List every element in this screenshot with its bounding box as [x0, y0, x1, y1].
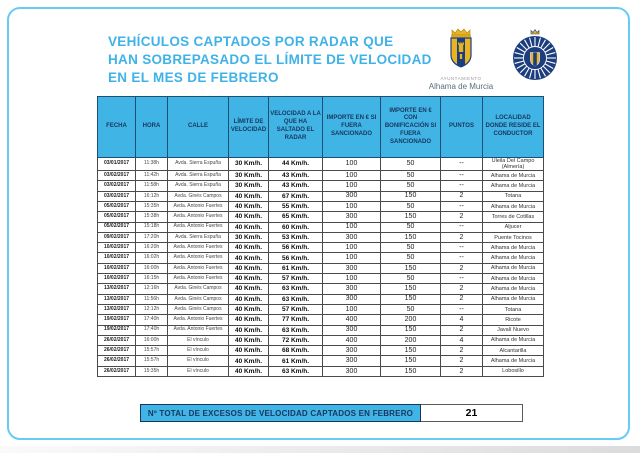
column-header-fecha: FECHA	[98, 97, 136, 158]
cell-hora: 16:12h	[136, 191, 168, 201]
cell-hora: 12:16h	[136, 284, 168, 294]
cell-hora: 17:40h	[136, 315, 168, 325]
cell-importe-bonificacion: 200	[381, 335, 441, 345]
cell-fecha: 26/02/2017	[98, 366, 136, 376]
cell-fecha: 03/02/2017	[98, 191, 136, 201]
cell-velocidad-radar: 67 Km/h.	[269, 191, 323, 201]
cell-importe-bonificacion: 50	[381, 243, 441, 253]
table-row	[98, 315, 544, 325]
cell-localidad: Alcantarilla	[483, 346, 544, 356]
cell-fecha: 05/02/2017	[98, 212, 136, 222]
cell-localidad: Javalí Nuevo	[483, 325, 544, 335]
cell-limite-velocidad: 40 Km/h.	[229, 315, 269, 325]
ayuntamiento-logo	[430, 27, 492, 91]
cell-calle: El vínculo	[168, 335, 229, 345]
cell-importe: 300	[323, 356, 381, 366]
total-summary-label: Nº TOTAL DE EXCESOS DE VELOCIDAD CAPTADOS EN FEBRERO	[140, 404, 421, 422]
column-header-importe-bonificacion: IMPORTE EN € CON BONIFICACIÓN SI FUERA SANCIONADO	[381, 97, 441, 158]
cell-importe: 100	[323, 304, 381, 314]
cell-velocidad-radar: 44 Km/h.	[269, 158, 323, 171]
cell-importe: 100	[323, 253, 381, 263]
cell-velocidad-radar: 72 Km/h.	[269, 335, 323, 345]
column-header-puntos: PUNTOS	[441, 97, 483, 158]
cell-importe-bonificacion: 50	[381, 222, 441, 232]
cell-velocidad-radar: 63 Km/h.	[269, 294, 323, 304]
cell-importe-bonificacion: 50	[381, 201, 441, 211]
cell-velocidad-radar: 56 Km/h.	[269, 243, 323, 253]
cell-limite-velocidad: 40 Km/h.	[229, 346, 269, 356]
cell-hora: 15:38h	[136, 212, 168, 222]
cell-calle: Avda. Sierra Espuña	[168, 181, 229, 191]
cell-puntos: --	[441, 158, 483, 171]
column-header-velocidad-radar: VELOCIDAD A LA QUE HA SALTADO EL RADAR	[269, 97, 323, 158]
table-header-row	[98, 97, 544, 158]
cell-limite-velocidad: 30 Km/h.	[229, 158, 269, 171]
cell-importe: 300	[323, 191, 381, 201]
column-header-limite-velocidad: LÍMITE DE VELOCIDAD	[229, 97, 269, 158]
policia-local-logo	[508, 27, 562, 90]
cell-puntos: 2	[441, 232, 483, 242]
cell-calle: Avda. Antonio Fuertes	[168, 253, 229, 263]
cell-limite-velocidad: 40 Km/h.	[229, 201, 269, 211]
table-header	[98, 97, 544, 158]
cell-calle: Avda. Ginés Campos	[168, 284, 229, 294]
cell-fecha: 10/02/2017	[98, 274, 136, 284]
cell-fecha: 10/02/2017	[98, 243, 136, 253]
cell-limite-velocidad: 40 Km/h.	[229, 243, 269, 253]
cell-calle: Avda. Sierra Espuña	[168, 232, 229, 242]
cell-puntos: 2	[441, 263, 483, 273]
page-title-line-2: HAN SOBREPASADO EL LÍMITE DE VELOCIDAD	[108, 51, 432, 67]
cell-localidad: Alhama de Murcia	[483, 181, 544, 191]
cell-hora: 15:18h	[136, 222, 168, 232]
cell-calle: Avda. Ginés Campos	[168, 304, 229, 314]
cell-velocidad-radar: 43 Km/h.	[269, 181, 323, 191]
cell-hora: 12:12h	[136, 304, 168, 314]
column-header-calle: CALLE	[168, 97, 229, 158]
cell-puntos: --	[441, 243, 483, 253]
cell-velocidad-radar: 57 Km/h.	[269, 274, 323, 284]
cell-localidad: Alhama de Murcia	[483, 171, 544, 181]
page-title	[108, 33, 438, 86]
table-body	[98, 158, 544, 377]
cell-calle: Avda. Antonio Fuertes	[168, 315, 229, 325]
police-badge-starburst-icon	[508, 72, 562, 89]
cell-localidad: Ricote	[483, 315, 544, 325]
cell-puntos: 4	[441, 315, 483, 325]
cell-fecha: 09/02/2017	[98, 232, 136, 242]
cell-fecha: 13/02/2017	[98, 294, 136, 304]
cell-fecha: 03/01/2017	[98, 158, 136, 171]
cell-fecha: 05/02/2017	[98, 201, 136, 211]
cell-puntos: --	[441, 274, 483, 284]
cell-importe-bonificacion: 150	[381, 263, 441, 273]
cell-importe: 300	[323, 366, 381, 376]
column-header-importe: IMPORTE EN € SI FUERA SANCIONADO	[323, 97, 381, 158]
cell-importe: 300	[323, 232, 381, 242]
cell-velocidad-radar: 63 Km/h.	[269, 325, 323, 335]
cell-importe-bonificacion: 50	[381, 253, 441, 263]
table-row	[98, 325, 544, 335]
cell-puntos: 2	[441, 191, 483, 201]
cell-localidad: Uleila Del Campo (Almería)	[483, 158, 544, 171]
cell-importe-bonificacion: 50	[381, 171, 441, 181]
page-title-line-3: EN EL MES DE FEBRERO	[108, 69, 279, 85]
cell-fecha: 03/02/2017	[98, 171, 136, 181]
cell-importe: 400	[323, 315, 381, 325]
table-row	[98, 158, 544, 171]
total-summary-bar	[140, 404, 523, 422]
cell-fecha: 10/02/2017	[98, 253, 136, 263]
cell-calle: Avda. Antonio Fuertes	[168, 212, 229, 222]
page-title-line-1: VEHÍCULOS CAPTADOS POR RADAR QUE	[108, 34, 394, 49]
cell-puntos: 2	[441, 356, 483, 366]
cell-fecha: 26/02/2017	[98, 335, 136, 345]
cell-hora: 16:02h	[136, 253, 168, 263]
cell-puntos: 2	[441, 284, 483, 294]
cell-importe-bonificacion: 150	[381, 294, 441, 304]
table-row	[98, 346, 544, 356]
cell-importe-bonificacion: 150	[381, 325, 441, 335]
table-row	[98, 294, 544, 304]
cell-velocidad-radar: 60 Km/h.	[269, 222, 323, 232]
total-summary-value: 21	[421, 404, 523, 422]
cell-puntos: --	[441, 222, 483, 232]
radar-speeding-table	[97, 96, 544, 377]
cell-hora: 16:15h	[136, 274, 168, 284]
cell-localidad: Totana	[483, 304, 544, 314]
table-row	[98, 232, 544, 242]
cell-fecha: 05/02/2017	[98, 222, 136, 232]
cell-importe-bonificacion: 150	[381, 212, 441, 222]
cell-calle: Avda. Antonio Fuertes	[168, 222, 229, 232]
cell-puntos: 2	[441, 346, 483, 356]
cell-localidad: Lobosillo	[483, 366, 544, 376]
cell-fecha: 10/02/2017	[98, 263, 136, 273]
cell-localidad: Alhama de Murcia	[483, 294, 544, 304]
cell-limite-velocidad: 40 Km/h.	[229, 304, 269, 314]
cell-hora: 17:40h	[136, 325, 168, 335]
cell-localidad: Alhama de Murcia	[483, 356, 544, 366]
cell-importe-bonificacion: 150	[381, 284, 441, 294]
cell-velocidad-radar: 43 Km/h.	[269, 171, 323, 181]
cell-localidad: Alhama de Murcia	[483, 201, 544, 211]
cell-puntos: --	[441, 253, 483, 263]
cell-importe-bonificacion: 150	[381, 366, 441, 376]
cell-calle: El vínculo	[168, 356, 229, 366]
cell-importe: 300	[323, 263, 381, 273]
cell-hora: 15:57h	[136, 356, 168, 366]
table-row	[98, 253, 544, 263]
cell-velocidad-radar: 77 Km/h.	[269, 315, 323, 325]
cell-importe-bonificacion: 50	[381, 181, 441, 191]
table-row	[98, 335, 544, 345]
cell-hora: 11:42h	[136, 171, 168, 181]
cell-localidad: Alhama de Murcia	[483, 243, 544, 253]
cell-limite-velocidad: 40 Km/h.	[229, 212, 269, 222]
cell-limite-velocidad: 40 Km/h.	[229, 366, 269, 376]
cell-fecha: 13/02/2017	[98, 284, 136, 294]
cell-importe-bonificacion: 150	[381, 356, 441, 366]
cell-hora: 16:00h	[136, 335, 168, 345]
cell-velocidad-radar: 55 Km/h.	[269, 201, 323, 211]
cell-importe: 100	[323, 274, 381, 284]
cell-limite-velocidad: 40 Km/h.	[229, 263, 269, 273]
cell-velocidad-radar: 53 Km/h.	[269, 232, 323, 242]
cell-importe: 100	[323, 171, 381, 181]
cell-fecha: 26/02/2017	[98, 356, 136, 366]
column-header-hora: HORA	[136, 97, 168, 158]
cell-hora: 15:35h	[136, 201, 168, 211]
cell-fecha: 19/02/2017	[98, 325, 136, 335]
cell-velocidad-radar: 65 Km/h.	[269, 212, 323, 222]
cell-velocidad-radar: 63 Km/h.	[269, 284, 323, 294]
cell-puntos: 2	[441, 212, 483, 222]
cell-puntos: --	[441, 171, 483, 181]
cell-localidad: Aljucer	[483, 222, 544, 232]
cell-importe: 100	[323, 181, 381, 191]
cell-importe: 300	[323, 325, 381, 335]
cell-puntos: 2	[441, 325, 483, 335]
table-row	[98, 181, 544, 191]
cell-importe: 100	[323, 222, 381, 232]
cell-calle: El vínculo	[168, 366, 229, 376]
cell-localidad: Alhama de Murcia	[483, 284, 544, 294]
cell-importe-bonificacion: 150	[381, 191, 441, 201]
cell-importe-bonificacion: 50	[381, 304, 441, 314]
cell-limite-velocidad: 40 Km/h.	[229, 222, 269, 232]
cell-puntos: --	[441, 304, 483, 314]
cell-calle: El vínculo	[168, 346, 229, 356]
cell-importe: 300	[323, 294, 381, 304]
cell-importe-bonificacion: 150	[381, 232, 441, 242]
cell-velocidad-radar: 61 Km/h.	[269, 263, 323, 273]
cell-puntos: --	[441, 201, 483, 211]
cell-importe-bonificacion: 50	[381, 274, 441, 284]
cell-fecha: 13/02/2017	[98, 304, 136, 314]
header-logos	[430, 27, 562, 91]
cell-hora: 11:38h	[136, 158, 168, 171]
cell-localidad: Alhama de Murcia	[483, 274, 544, 284]
table-row	[98, 212, 544, 222]
cell-hora: 16:00h	[136, 263, 168, 273]
cell-puntos: 2	[441, 294, 483, 304]
cell-calle: Avda. Ginés Campos	[168, 191, 229, 201]
cell-limite-velocidad: 40 Km/h.	[229, 294, 269, 304]
table-row	[98, 171, 544, 181]
cell-fecha: 19/02/2017	[98, 315, 136, 325]
cell-puntos: --	[441, 181, 483, 191]
cell-limite-velocidad: 40 Km/h.	[229, 325, 269, 335]
column-header-localidad: LOCALIDAD DONDE RESIDE EL CONDUCTOR	[483, 97, 544, 158]
cell-limite-velocidad: 30 Km/h.	[229, 181, 269, 191]
cell-localidad: Alhama de Murcia	[483, 263, 544, 273]
ayuntamiento-caption: Alhama de Murcia	[428, 82, 494, 91]
cell-velocidad-radar: 57 Km/h.	[269, 304, 323, 314]
table-row	[98, 201, 544, 211]
cell-importe-bonificacion: 200	[381, 315, 441, 325]
cell-calle: Avda. Ginés Campos	[168, 294, 229, 304]
cell-calle: Avda. Antonio Fuertes	[168, 325, 229, 335]
cell-hora: 15:35h	[136, 366, 168, 376]
table-row	[98, 191, 544, 201]
scan-shadow	[0, 446, 640, 453]
cell-limite-velocidad: 40 Km/h.	[229, 356, 269, 366]
table-row	[98, 284, 544, 294]
table-row	[98, 263, 544, 273]
cell-importe: 300	[323, 346, 381, 356]
cell-importe: 300	[323, 212, 381, 222]
cell-importe: 100	[323, 201, 381, 211]
cell-calle: Avda. Antonio Fuertes	[168, 201, 229, 211]
cell-localidad: Torres de Cotillas	[483, 212, 544, 222]
cell-importe: 300	[323, 284, 381, 294]
cell-hora: 17:20h	[136, 232, 168, 242]
cell-limite-velocidad: 40 Km/h.	[229, 284, 269, 294]
cell-localidad: Totana	[483, 191, 544, 201]
cell-puntos: 4	[441, 335, 483, 345]
cell-localidad: Alhama de Murcia	[483, 335, 544, 345]
cell-localidad: Alhama de Murcia	[483, 253, 544, 263]
cell-limite-velocidad: 40 Km/h.	[229, 335, 269, 345]
cell-importe-bonificacion: 50	[381, 158, 441, 171]
coat-of-arms-shield-icon	[444, 27, 478, 74]
cell-limite-velocidad: 40 Km/h.	[229, 191, 269, 201]
cell-hora: 15:57h	[136, 346, 168, 356]
cell-importe: 100	[323, 158, 381, 171]
cell-velocidad-radar: 56 Km/h.	[269, 253, 323, 263]
cell-limite-velocidad: 30 Km/h.	[229, 171, 269, 181]
cell-velocidad-radar: 63 Km/h.	[269, 366, 323, 376]
table-row	[98, 243, 544, 253]
table-row	[98, 356, 544, 366]
table-row	[98, 274, 544, 284]
cell-importe: 400	[323, 335, 381, 345]
ayuntamiento-caption-small: AYUNTAMIENTO	[440, 76, 482, 81]
cell-fecha: 26/02/2017	[98, 346, 136, 356]
cell-limite-velocidad: 30 Km/h.	[229, 232, 269, 242]
cell-velocidad-radar: 61 Km/h.	[269, 356, 323, 366]
table-row	[98, 222, 544, 232]
cell-localidad: Puente Tocinos	[483, 232, 544, 242]
cell-calle: Avda. Sierra Espuña	[168, 171, 229, 181]
cell-fecha: 03/02/2017	[98, 181, 136, 191]
table-row	[98, 366, 544, 376]
cell-calle: Avda. Antonio Fuertes	[168, 263, 229, 273]
cell-limite-velocidad: 40 Km/h.	[229, 253, 269, 263]
cell-puntos: 2	[441, 366, 483, 376]
table-row	[98, 304, 544, 314]
cell-importe: 100	[323, 243, 381, 253]
cell-hora: 11:58h	[136, 181, 168, 191]
cell-hora: 16:20h	[136, 243, 168, 253]
cell-calle: Avda. Antonio Fuertes	[168, 274, 229, 284]
cell-importe-bonificacion: 150	[381, 346, 441, 356]
cell-limite-velocidad: 40 Km/h.	[229, 274, 269, 284]
cell-calle: Avda. Antonio Fuertes	[168, 243, 229, 253]
cell-velocidad-radar: 68 Km/h.	[269, 346, 323, 356]
cell-hora: 11:56h	[136, 294, 168, 304]
cell-calle: Avda. Sierra Espuña	[168, 158, 229, 171]
